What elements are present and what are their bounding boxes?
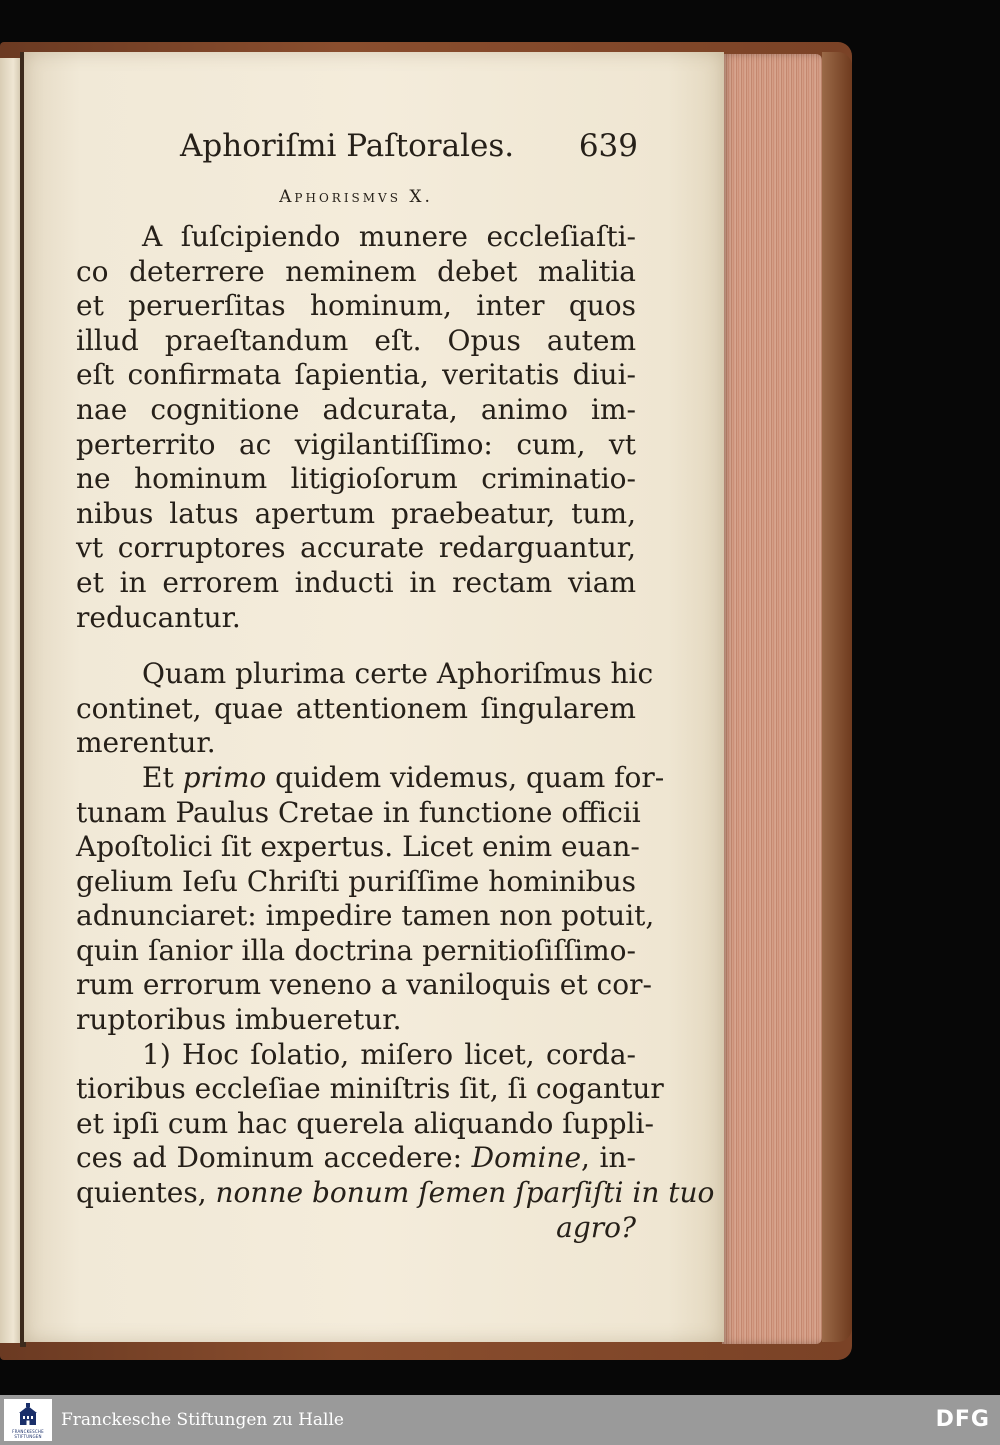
text-fragment: quientes, (76, 1176, 216, 1210)
dfg-logo: DFG (935, 1407, 990, 1432)
text-line: illud praeſtandum eſt. Opus autem (76, 323, 636, 357)
commentary-paragraph-1 (76, 657, 654, 761)
text-line: gelium Ieſu Chriſti puriſſime hominibus (76, 864, 636, 898)
page-number: 639 (578, 128, 638, 164)
text-fragment: ces ad Dominum accedere: (76, 1141, 472, 1175)
text-block (76, 122, 715, 1245)
text-line: et ipſi cum hac querela aliquando ſuppli- (76, 1106, 654, 1140)
italic-word: Domine (471, 1141, 582, 1175)
left-page-edge (0, 58, 22, 1343)
commentary-paragraph-2 (76, 760, 665, 1038)
aphorism-heading: Aphorismvs X. (279, 187, 433, 207)
text-line: Quam plurima certe Aphoriſmus hic (142, 657, 654, 691)
text-line: et peruerſitas hominum, inter quos (76, 289, 636, 323)
text-line (76, 1176, 715, 1211)
cover-edge (822, 52, 852, 1342)
text-line: Apoſtolici ſit expertus. Licet enim euan- (76, 830, 640, 864)
running-head (76, 122, 636, 170)
text-line (76, 1141, 636, 1176)
institution-name: Franckesche Stiftungen zu Halle (61, 1410, 344, 1430)
text-line: merentur. (76, 726, 216, 760)
text-line: A ſuſcipiendo munere eccleſiaſti- (142, 220, 636, 253)
text-line: tioribus eccleſiae miniſtris ſit, ſi cogantur (76, 1072, 664, 1106)
italic-word: primo (182, 760, 267, 794)
italic-phrase: nonne bonum ſemen ſparſiſti in tuo (215, 1176, 715, 1210)
text-line: rum errorum veneno a vaniloquis et cor- (76, 968, 652, 1002)
text-fragment: Et (142, 760, 183, 794)
text-line: nibus latus apertum praebeatur, tum, (76, 496, 636, 530)
running-title: Aphoriſmi Paſtorales. (180, 128, 515, 164)
text-line: et in errorem inducti in rectam viam (76, 565, 636, 599)
text-line: 1) Hoc ſolatio, miſero licet, corda- (142, 1037, 636, 1071)
viewer-footer (0, 1395, 1000, 1445)
text-line: vt corruptores accurate redarguantur, (76, 531, 636, 565)
text-line: co deterrere neminem debet malitia (76, 254, 636, 288)
text-line: continet, quae attentionem ſingularem (76, 691, 636, 725)
text-line: ne hominum litigioſorum criminatio- (76, 462, 636, 496)
building-icon (17, 1402, 39, 1428)
text-line: tunam Paulus Cretae in functione officii (76, 795, 641, 829)
institution-logo (4, 1399, 52, 1441)
text-line: reducantur. (76, 600, 241, 634)
text-line: perterrito ac vigilantiſſimo: cum, vt (76, 427, 636, 461)
text-line (76, 760, 665, 796)
commentary-paragraph-3 (76, 1037, 715, 1246)
text-line: nae cognitione adcurata, animo im- (76, 392, 636, 426)
page-fore-edge (722, 54, 822, 1344)
aphorism-text (76, 220, 636, 635)
text-line: quin ſanior illa doctrina pernitioſiſſimo- (76, 933, 636, 967)
logo-caption: FRANCKESCHE STIFTUNGEN (12, 1428, 44, 1439)
text-fragment: quidem videmus, quam for- (266, 760, 665, 794)
text-line: ruptoribus imbueretur. (76, 1003, 402, 1037)
text-line: eſt confirmata ſapientia, veritatis diui- (76, 358, 636, 392)
text-fragment: , in- (581, 1141, 637, 1175)
text-line: adnunciaret: impedire tamen non potuit, (76, 899, 655, 933)
catchword-line: agro? (556, 1210, 636, 1244)
book-page (24, 52, 724, 1342)
